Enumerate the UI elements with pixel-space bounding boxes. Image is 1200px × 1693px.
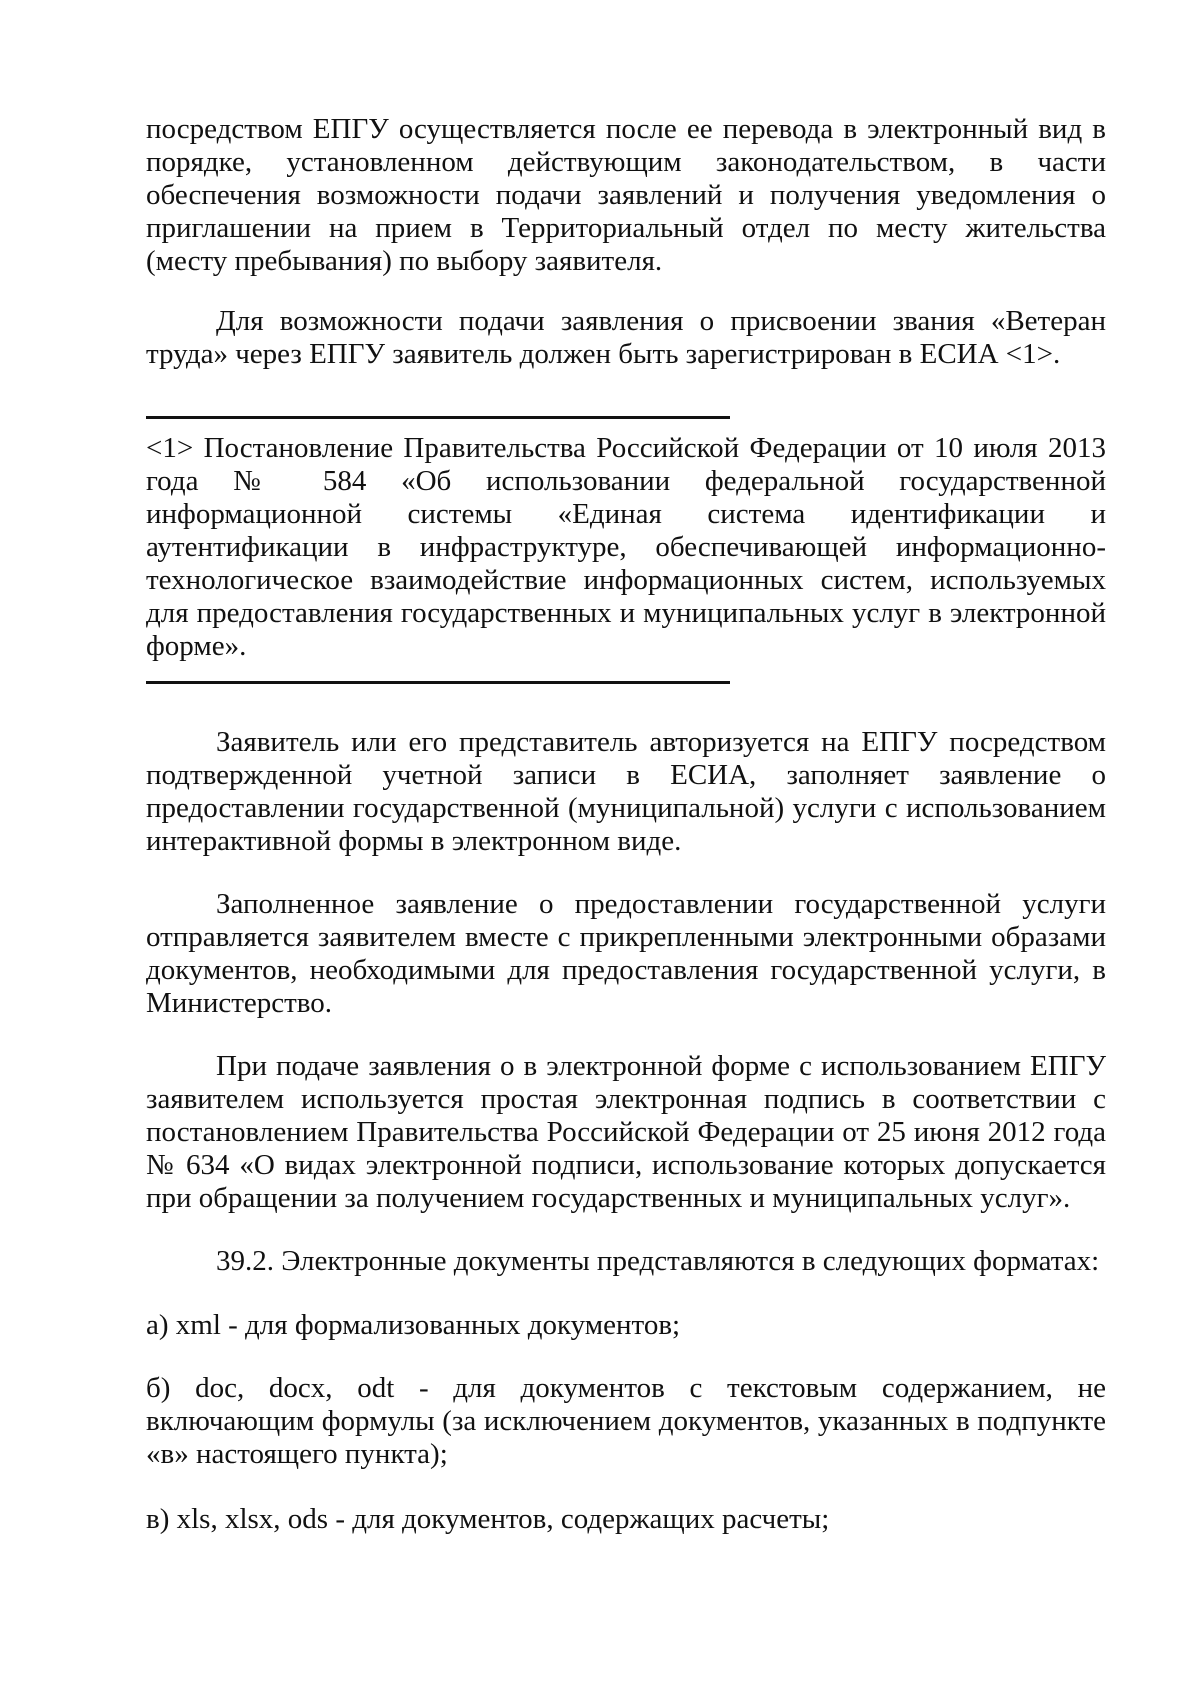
footnote-separator-top [146,416,730,419]
paragraph-veteran-registration: Для возможности подачи заявления о присвоении звания «Ветеран труда» через ЕПГУ заявитель должен быть зарегистрирован в ЕСИА <1>. [146,305,1106,370]
paragraph-formats-heading: 39.2. Электронные документы представляются в следующих форматах: [216,1245,1100,1277]
paragraph-epgu-transfer: посредством ЕПГУ осуществляется после ее перевода в электронный вид в порядке, установленном действующим законодательством, в части обеспечения возможности подачи заявлений и получения уведомления о приглашении на прием в Территориальный отдел по месту жительства (месту пребывания) по выбору заявителя. [146,113,1106,277]
list-item-xls: в) xls, xlsx, ods - для документов, содержащих расчеты; [146,1503,830,1535]
paragraph-application-submission: Заполненное заявление о предоставлении государственной услуги отправляется заявителем вместе с прикрепленными электронными образами документов, необходимыми для предоставления государственной услуги, в Министерство. [146,888,1106,1019]
list-item-doc: б) doc, docx, odt - для документов с текстовым содержанием, не включающим формулы (за исключением документов, указанных в подпункте «в» настоящего пункта); [146,1372,1106,1470]
footnote-separator-bottom [146,681,730,684]
list-item-xml: а) xml - для формализованных документов; [146,1309,681,1341]
footnote-text: <1> Постановление Правительства Российской Федерации от 10 июля 2013 года № 584 «Об использовании федеральной государственной информационной системы «Единая система идентификации и аутентификации в инфраструктуре, обеспечивающей информационно-технологическое взаимодействие информационных систем, используемых для предоставления государственных и муниципальных услуг в электронной форме». [146,432,1106,662]
paragraph-electronic-signature: При подаче заявления о в электронной форме с использованием ЕПГУ заявителем используется простая электронная подпись в соответствии с постановлением Правительства Российской Федерации от 25 июня 2012 года № 634 «О видах электронной подписи, использование которых допускается при обращении за получением государственных и муниципальных услуг». [146,1050,1106,1214]
paragraph-applicant-authorization: Заявитель или его представитель авторизуется на ЕПГУ посредством подтвержденной учетной записи в ЕСИА, заполняет заявление о предоставлении государственной (муниципальной) услуги с использованием интерактивной формы в электронном виде. [146,726,1106,857]
